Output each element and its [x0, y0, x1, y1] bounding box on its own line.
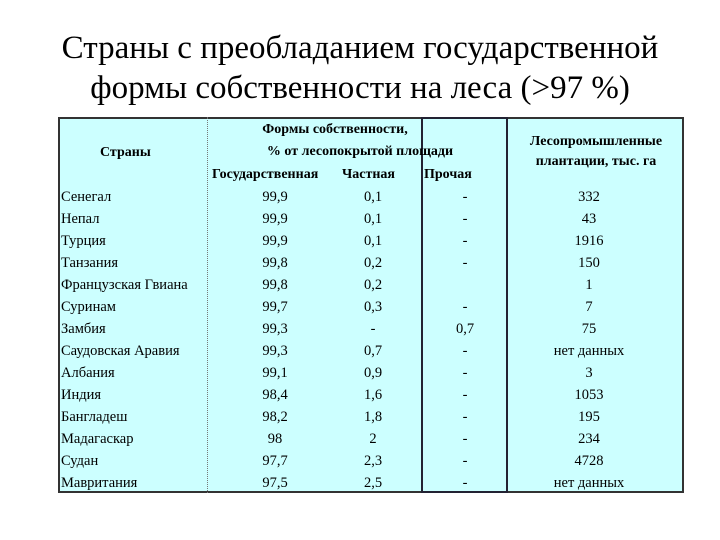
cell-plantations: 7	[585, 299, 593, 315]
cell-other: -	[462, 211, 468, 227]
cell-plantations: 1053	[574, 387, 604, 403]
table-row	[0, 208, 720, 230]
cell-state: 99,3	[262, 343, 288, 359]
cell-plantations: 3	[585, 365, 593, 381]
cell-country: Албания	[61, 365, 115, 381]
table-row	[0, 450, 720, 472]
header-other: Прочая	[424, 167, 472, 182]
table-row	[0, 472, 720, 494]
cell-plantations: 234	[578, 431, 600, 447]
cell-plantations: 43	[581, 211, 597, 227]
header-private: Частная	[342, 167, 396, 182]
slide-title-line-2: формы собственности на леса (>97 %)	[90, 70, 630, 106]
cell-country: Сенегал	[61, 189, 112, 205]
cell-other: -	[462, 299, 468, 315]
table-row	[0, 406, 720, 428]
cell-state: 98,2	[262, 409, 288, 425]
cell-other: -	[462, 343, 468, 359]
cell-plantations: 195	[578, 409, 600, 425]
cell-country: Замбия	[61, 321, 106, 337]
cell-private: 0,1	[363, 189, 383, 205]
cell-plantations: 1	[585, 277, 593, 293]
cell-country: Мавритания	[61, 475, 138, 491]
header-plantations-line-1: Лесопромышленные	[529, 134, 663, 149]
cell-state: 97,5	[262, 475, 288, 491]
cell-plantations: 332	[578, 189, 600, 205]
table-row	[0, 428, 720, 450]
cell-private: 2,3	[363, 453, 383, 469]
cell-plantations: нет данных	[553, 475, 625, 491]
cell-other: -	[462, 431, 468, 447]
cell-private: 1,6	[363, 387, 383, 403]
cell-plantations: 1916	[574, 233, 604, 249]
cell-private: -	[370, 321, 376, 337]
table-row	[0, 230, 720, 252]
cell-private: 0,2	[363, 255, 383, 271]
cell-country: Бангладеш	[61, 409, 128, 425]
table-row	[0, 186, 720, 208]
table-row	[0, 318, 720, 340]
cell-other: -	[462, 233, 468, 249]
cell-other: -	[462, 453, 468, 469]
cell-private: 0,3	[363, 299, 383, 315]
cell-plantations: 75	[581, 321, 597, 337]
cell-country: Саудовская Аравия	[61, 343, 180, 359]
cell-other: 0,7	[455, 321, 475, 337]
cell-plantations: 150	[578, 255, 600, 271]
cell-country: Мадагаскар	[61, 431, 134, 447]
cell-state: 99,3	[262, 321, 288, 337]
cell-state: 98,4	[262, 387, 288, 403]
cell-state: 99,9	[262, 211, 288, 227]
cell-country: Танзания	[61, 255, 119, 271]
cell-private: 1,8	[363, 409, 383, 425]
header-plantations-line-2: плантации, тыс. га	[535, 154, 657, 169]
cell-private: 0,7	[363, 343, 383, 359]
cell-plantations: нет данных	[553, 343, 625, 359]
cell-private: 0,2	[363, 277, 383, 293]
cell-other: -	[462, 387, 468, 403]
cell-country: Индия	[61, 387, 102, 403]
cell-state: 99,8	[262, 255, 288, 271]
header-forms-line-2: % от лесопокрытой площади	[266, 144, 454, 159]
cell-state: 99,9	[262, 189, 288, 205]
cell-other: -	[462, 255, 468, 271]
cell-other: -	[462, 189, 468, 205]
header-forms-line-1: Формы собственности,	[262, 122, 408, 137]
cell-private: 2,5	[363, 475, 383, 491]
cell-other: -	[462, 365, 468, 381]
cell-state: 97,7	[262, 453, 288, 469]
cell-country: Непал	[61, 211, 100, 227]
cell-state: 99,8	[262, 277, 288, 293]
table-row	[0, 252, 720, 274]
cell-country: Суринам	[61, 299, 116, 315]
cell-other: -	[462, 475, 468, 491]
header-countries: Страны	[100, 145, 151, 160]
header-state: Государственная	[212, 167, 319, 182]
cell-country: Турция	[61, 233, 106, 249]
table-row	[0, 296, 720, 318]
table-row	[0, 340, 720, 362]
cell-private: 0,1	[363, 233, 383, 249]
table-row	[0, 384, 720, 406]
table-row	[0, 362, 720, 384]
cell-other: -	[462, 409, 468, 425]
cell-private: 0,9	[363, 365, 383, 381]
cell-country: Судан	[61, 453, 99, 469]
slide-title-line-1: Страны с преобладанием государственной	[61, 30, 659, 66]
table-row	[0, 274, 720, 296]
cell-state: 99,7	[262, 299, 288, 315]
cell-plantations: 4728	[574, 453, 604, 469]
cell-state: 99,1	[262, 365, 288, 381]
cell-country: Французская Гвиана	[61, 277, 188, 293]
cell-state: 98	[267, 431, 283, 447]
slide-title	[20, 28, 700, 108]
cell-state: 99,9	[262, 233, 288, 249]
cell-private: 2	[369, 431, 377, 447]
cell-private: 0,1	[363, 211, 383, 227]
